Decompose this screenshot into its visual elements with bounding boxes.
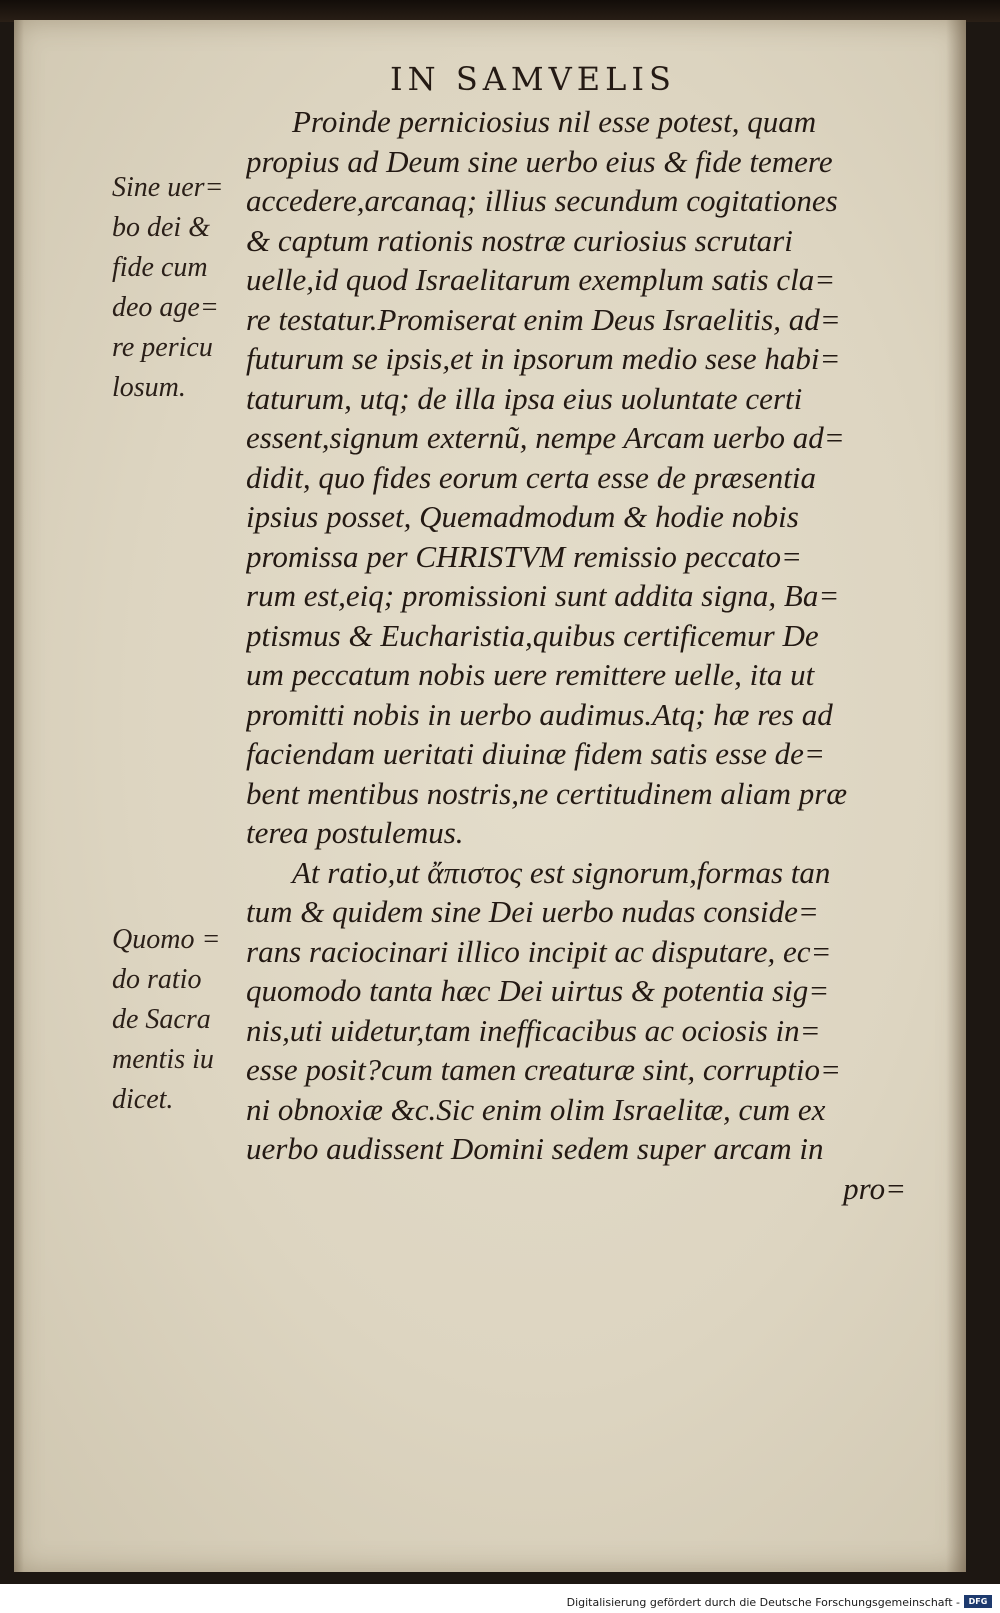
running-head: IN SAMVELIS: [390, 60, 676, 98]
marginal-line: fide cum: [112, 252, 208, 283]
marginal-line: do ratio: [112, 964, 202, 995]
marginal-note-2: [112, 920, 252, 1120]
page-shadow: [14, 20, 24, 1572]
text-line: ni obnoxiæ &c.Sic enim olim Israelitæ, cum ex: [246, 1091, 826, 1127]
text-line: faciendam ueritati diuinæ fidem satis esse de=: [246, 736, 825, 771]
marginal-line: Quomo =: [112, 924, 221, 955]
text-line: & captum rationis nostræ curiosius scrutari: [246, 222, 793, 258]
text-line: promitti nobis in uerbo audimus.Atq; hæ res ad: [246, 696, 833, 732]
text-line: bent mentibus nostris,ne certitudinem aliam præ: [246, 775, 848, 811]
marginal-note-1: [112, 168, 252, 408]
marginal-line: re pericu: [112, 332, 213, 363]
text-line: quomodo tanta hæc Dei uirtus & potentia sig=: [246, 973, 830, 1008]
text-line: re testatur.Promiserat enim Deus Israelitis, ad=: [246, 301, 841, 337]
page-spine-shadow: [946, 20, 966, 1572]
marginal-line: losum.: [112, 372, 186, 403]
marginal-line: Sine uer=: [112, 172, 224, 203]
text-line: nis,uti uidetur,tam inefficacibus ac ociosis in=: [246, 1012, 821, 1048]
text-line: Proinde perniciosius nil esse potest, quam: [292, 104, 817, 139]
catchword: pro=: [843, 1170, 906, 1206]
text-line: didit, quo fides eorum certa esse de præsentia: [246, 459, 816, 495]
text-line: rum est,eiq; promissioni sunt addita signa, Ba=: [246, 578, 840, 613]
text-line: um peccatum nobis uere remittere uelle, ita ut: [246, 657, 815, 692]
text-line: promissa per CHRISTVM remissio peccato=: [246, 538, 802, 574]
text-line: esse posit?cum tamen creaturæ sint, corruptio=: [246, 1052, 841, 1087]
text-line: uelle,id quod Israelitarum exemplum satis cla=: [246, 262, 836, 297]
text-line: rans raciocinari illico incipit ac disputare, ec=: [246, 933, 832, 969]
text-line: essent,signum externũ, nempe Arcam uerbo ad=: [246, 420, 845, 455]
footer-credit: Digitalisierung gefördert durch die Deutsche Forschungsgemeinschaft -: [566, 1596, 960, 1609]
text-line: accedere,arcanaq; illius secundum cogitationes: [246, 183, 838, 218]
marginal-line: mentis iu: [112, 1044, 214, 1075]
marginal-line: de Sacra: [112, 1004, 211, 1035]
text-line: propius ad Deum sine uerbo eius & fide temere: [246, 143, 833, 179]
marginal-line: deo age=: [112, 292, 219, 323]
text-line: taturum, utq; de illa ipsa eius uoluntate certi: [246, 380, 803, 416]
text-line: tum & quidem sine Dei uerbo nudas conside=: [246, 894, 819, 929]
text-line: uerbo audissent Domini sedem super arcam in: [246, 1131, 824, 1166]
marginal-line: dicet.: [112, 1084, 174, 1115]
scan-edge-top: [0, 0, 1000, 22]
text-line: At ratio,ut ἄπιστος est signorum,formas tan: [292, 854, 831, 890]
text-line: terea postulemus.: [246, 815, 464, 850]
body-text: [246, 102, 906, 1208]
marginal-line: bo dei &: [112, 212, 210, 243]
text-line: futurum se ipsis,et in ipsorum medio sese habi=: [246, 341, 841, 376]
text-line: ptismus & Eucharistia,quibus certificemur De: [246, 617, 819, 653]
text-line: ipsius posset, Quemadmodum & hodie nobis: [246, 499, 799, 534]
dfg-logo: DFG: [964, 1595, 992, 1608]
